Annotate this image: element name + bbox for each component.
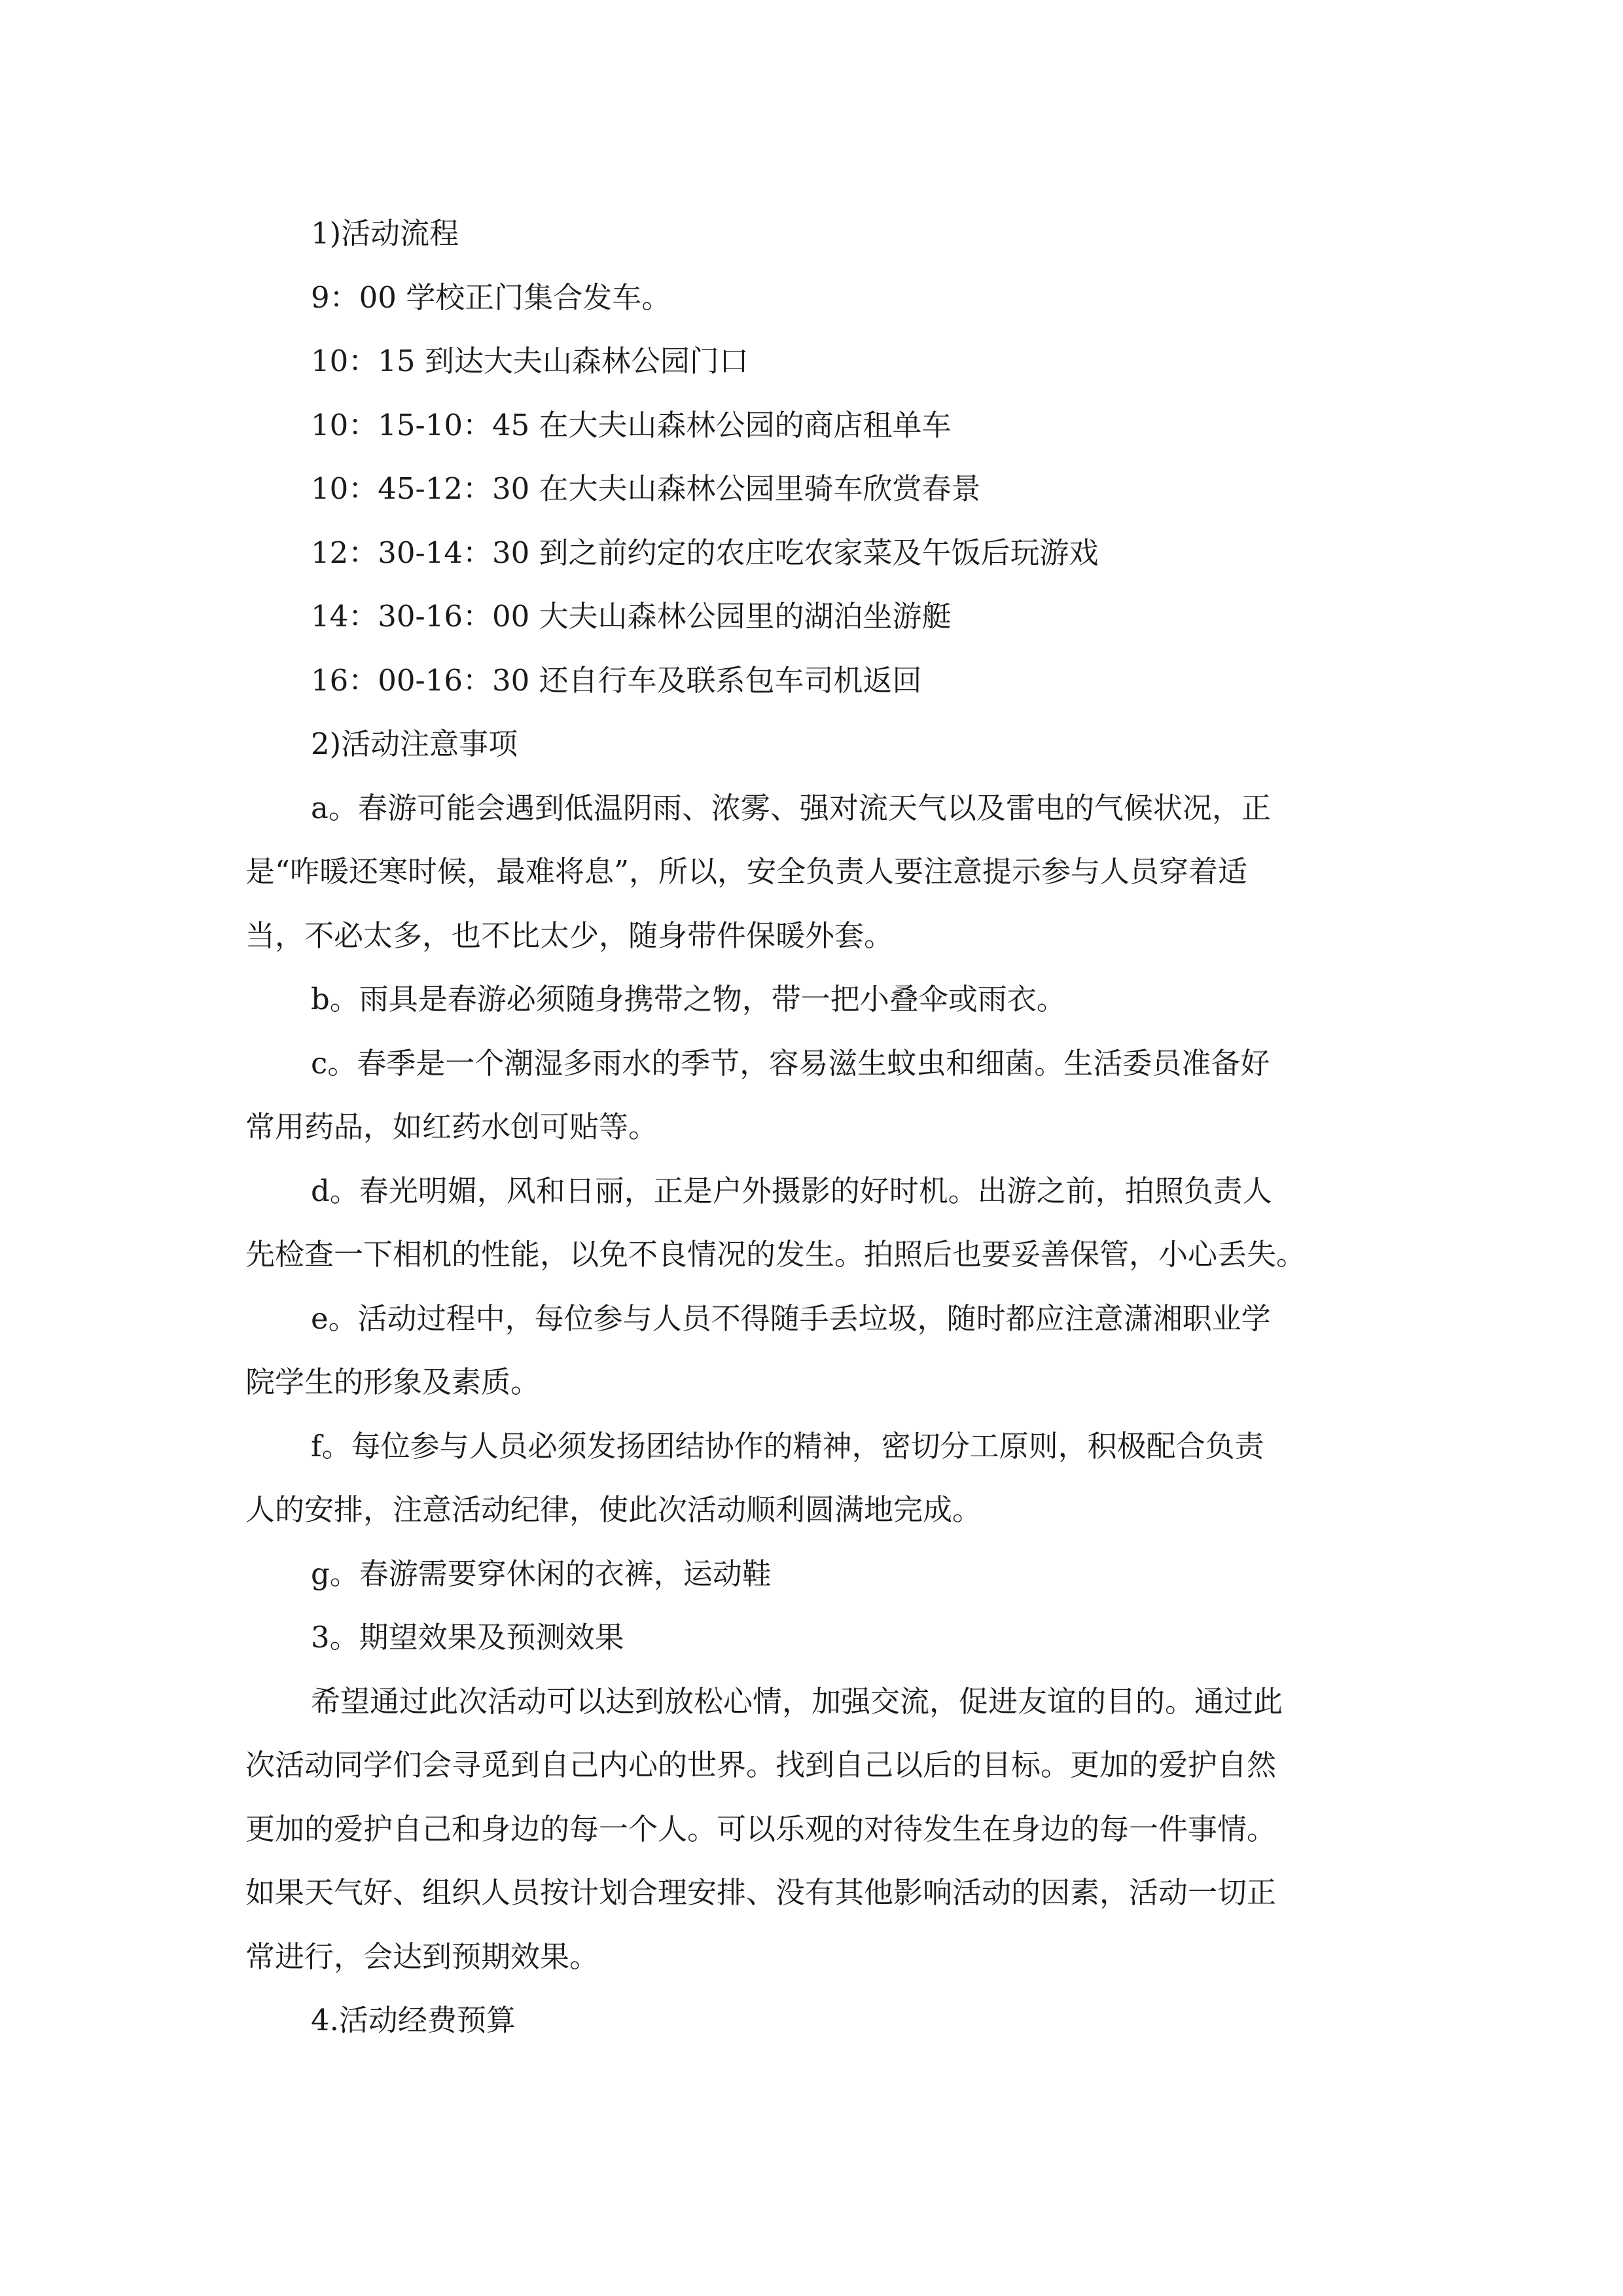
effect-line: 更加的爱护自己和身边的每一个人。可以乐观的对待发生在身边的每一件事情。 <box>245 1811 1277 1846</box>
note-line: f。每位参与人员必须发扬团结协作的精神，密切分工原则，积极配合负责 <box>311 1428 1264 1463</box>
note-line: g。春游需要穿休闲的衣裤，运动鞋 <box>311 1556 772 1591</box>
note-line: a。春游可能会遇到低温阴雨、浓雾、强对流天气以及雷电的气候状况，正 <box>311 790 1271 825</box>
note-item-d <box>245 1159 1381 1287</box>
note-item-e <box>245 1287 1381 1414</box>
note-line: 常用药品，如红药水创可贴等。 <box>245 1109 658 1144</box>
effect-line: 常进行，会达到预期效果。 <box>245 1939 599 1974</box>
note-line: d。春光明媚，风和日丽，正是户外摄影的好时机。出游之前，拍照负责人 <box>311 1173 1272 1208</box>
section-heading-budget: 4.活动经费预算 <box>311 2003 516 2037</box>
effect-line: 希望通过此次活动可以达到放松心情，加强交流，促进友谊的目的。通过此 <box>311 1683 1283 1719</box>
note-item-f <box>245 1414 1381 1542</box>
note-line: c。春季是一个潮湿多雨水的季节，容易滋生蚊虫和细菌。生活委员准备好 <box>311 1045 1270 1081</box>
note-item-a <box>245 776 1381 968</box>
note-line: e。活动过程中，每位参与人员不得随手丢垃圾，随时都应注意潇湘职业学 <box>311 1300 1271 1336</box>
document-body <box>245 202 1381 2053</box>
note-line: 人的安排，注意活动纪律，使此次活动顺利圆满地完成。 <box>245 1492 982 1527</box>
note-line: 是“咋暖还寒时候，最难将息”，所以，安全负责人要注意提示参与人员穿着适 <box>245 854 1248 889</box>
note-line: 当，不必太多，也不比太少，随身带件保暖外套。 <box>245 918 894 953</box>
schedule-item: 12：30-14：30 到之前约定的农庄吃农家菜及午饭后玩游戏 <box>311 535 1099 570</box>
note-item-b <box>245 967 1381 1031</box>
schedule-item: 10：15-10：45 在大夫山森林公园的商店租单车 <box>311 407 952 442</box>
effect-paragraph <box>245 1670 1381 1989</box>
note-line: b。雨具是春游必须随身携带之物，带一把小叠伞或雨衣。 <box>311 982 1066 1016</box>
effect-line: 如果天气好、组织人员按计划合理安排、没有其他影响活动的因素，活动一切正 <box>245 1875 1277 1910</box>
schedule-item: 9：00 学校正门集合发车。 <box>311 279 671 315</box>
section-heading-flow: 1)活动流程 <box>311 216 459 251</box>
note-line: 先检查一下相机的性能，以免不良情况的发生。拍照后也要妥善保管，小心丢失。 <box>245 1237 1306 1272</box>
schedule-item: 10：15 到达大夫山森林公园门口 <box>311 344 749 378</box>
note-item-g <box>245 1542 1381 1606</box>
note-item-c <box>245 1031 1381 1159</box>
section-heading-effect: 3。期望效果及预测效果 <box>311 1620 624 1655</box>
schedule-item: 14：30-16：00 大夫山森林公园里的湖泊坐游艇 <box>311 599 952 634</box>
note-line: 院学生的形象及素质。 <box>245 1365 541 1399</box>
schedule-item: 10：45-12：30 在大夫山森林公园里骑车欣赏春景 <box>311 471 981 506</box>
schedule-item: 16：00-16：30 还自行车及联系包车司机返回 <box>311 662 922 698</box>
effect-line: 次活动同学们会寻觅到自己内心的世界。找到自己以后的目标。更加的爱护自然 <box>245 1748 1277 1782</box>
section-heading-notes: 2)活动注意事项 <box>311 726 518 761</box>
